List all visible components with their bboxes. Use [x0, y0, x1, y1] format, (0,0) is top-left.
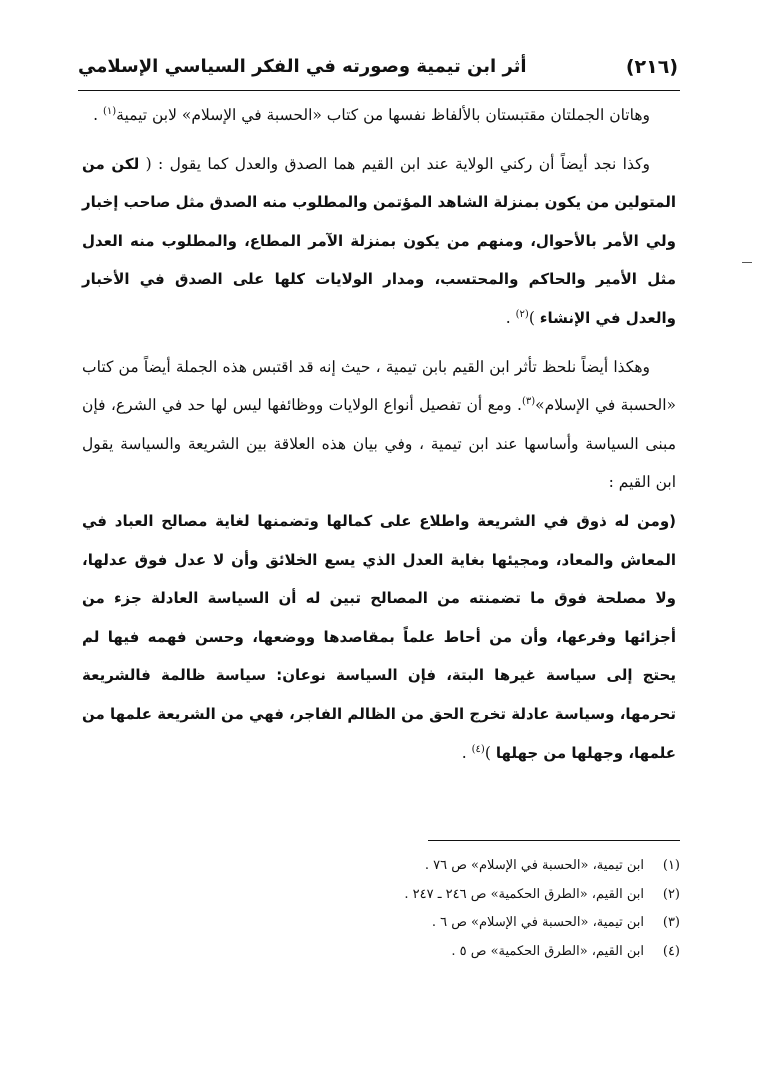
- footnote-rule: [428, 840, 680, 841]
- footnote-number: (٣): [662, 915, 680, 930]
- quote-2-close: ): [484, 743, 496, 762]
- ibn-qayyim-quote-2: (ومن له ذوق في الشريعة واطلاع على كمالها وتضمنها لغاية مصالح العباد في المعاش والمعاد، ومجيئها بغاية العدل الذي يسع الخلائق وأن لا عدل فوق عدلها، ولا مصلحة فوق ما تضمنته من المصالح تبين له أن السياسة العادلة جزء من أجزائها وفرعها، وأن من أحاط علماً بمقاصدها ووضعها، وحسن فهمه فيها لم يحتج إلى سياسة غيرها البتة، فإن السياسة نوعان: سياسة ظالمة فالشريعة تحرمها، وسياسة عادلة تخرج الحق من الظالم الفاجر، فهي من الشريعة علمها من علمها، وجهلها من جهلها: [82, 511, 676, 762]
- footnote-ref-2: (٢): [515, 308, 529, 320]
- page-header: [78, 52, 678, 90]
- footnote-number: (١): [662, 858, 680, 873]
- header-rule: [78, 90, 680, 91]
- footnote-2: [300, 881, 680, 910]
- footnote-3: [300, 909, 680, 938]
- footnote-text: ابن تيمية، «الحسبة في الإسلام» ص ٦ .: [431, 915, 644, 930]
- running-title: أثر ابن تيمية وصورته في الفكر السياسي الإسلامي: [78, 56, 527, 77]
- ibn-qayyim-quote-1: لكن من المتولين من يكون بمنزلة الشاهد المؤتمن والمطلوب منه الصدق مثل صاحب إخبار ولي الأمر بالأحوال، ومنهم من يكون بمنزلة الآمر المطاع، والمطلوب منه العدل مثل الأمير والحاكم والمحتسب، ومدار الولايات كلها على الصدق في الأخبار والعدل في الإنشاء: [82, 154, 676, 327]
- paragraph-3-end: .: [461, 743, 472, 762]
- footnote-ref-3: (٣): [521, 396, 536, 407]
- page-number: (٢١٦): [625, 56, 678, 78]
- paragraph-3-mid: . ومع أن تفصيل أنواع الولايات ووظائفها ليس لها حد في الشرع، فإن مبنى السياسة وأساسها عند ابن تيمية ، وفي بيان هذه العلاقة بين الشريعة والسياسة يقول ابن القيم :: [82, 396, 676, 492]
- body-text: [82, 96, 676, 772]
- paragraph-3: [82, 348, 676, 502]
- paragraph-gap: [82, 338, 676, 348]
- paragraph-2: [82, 145, 676, 338]
- paragraph-1-text: وهاتان الجملتان مقتبستان بالألفاظ نفسها من كتاب «الحسبة في الإسلام» لابن تيمية: [116, 106, 650, 124]
- paragraph-3-quote: [82, 502, 676, 772]
- paragraph-2-end: .: [505, 308, 516, 327]
- footnote-ref-1: (١): [102, 105, 117, 117]
- footnote-text: ابن القيم، «الطرق الحكمية» ص ٢٤٦ ـ ٢٤٧ .: [404, 886, 644, 902]
- paragraph-1-end: .: [93, 106, 103, 124]
- paragraph-gap: [82, 135, 676, 145]
- footnotes: [300, 852, 680, 966]
- footnote-number: (٢): [662, 886, 680, 902]
- footnote-text: ابن القيم، «الطرق الحكمية» ص ٥ .: [451, 943, 644, 959]
- footnote-text: ابن تيمية، «الحسبة في الإسلام» ص ٧٦ .: [424, 858, 644, 873]
- paragraph-1: [82, 96, 676, 135]
- footnote-number: (٤): [662, 943, 680, 959]
- footnote-4: [300, 938, 680, 967]
- paragraph-2-lead: وكذا نجد أيضاً أن ركني الولاية عند ابن القيم هما الصدق والعدل كما يقول : (: [139, 154, 650, 173]
- footnote-ref-4: (٤): [471, 743, 485, 755]
- paragraph-3-lead: وهكذا أيضاً نلحظ تأثر ابن القيم بابن تيمية ، حيث إنه قد اقتبس هذه الجملة أيضاً من كتاب «الحسبة في الإسلام»: [82, 357, 677, 415]
- margin-mark: [742, 262, 752, 263]
- footnote-1: [300, 852, 680, 881]
- quote-1-close: ): [528, 308, 540, 327]
